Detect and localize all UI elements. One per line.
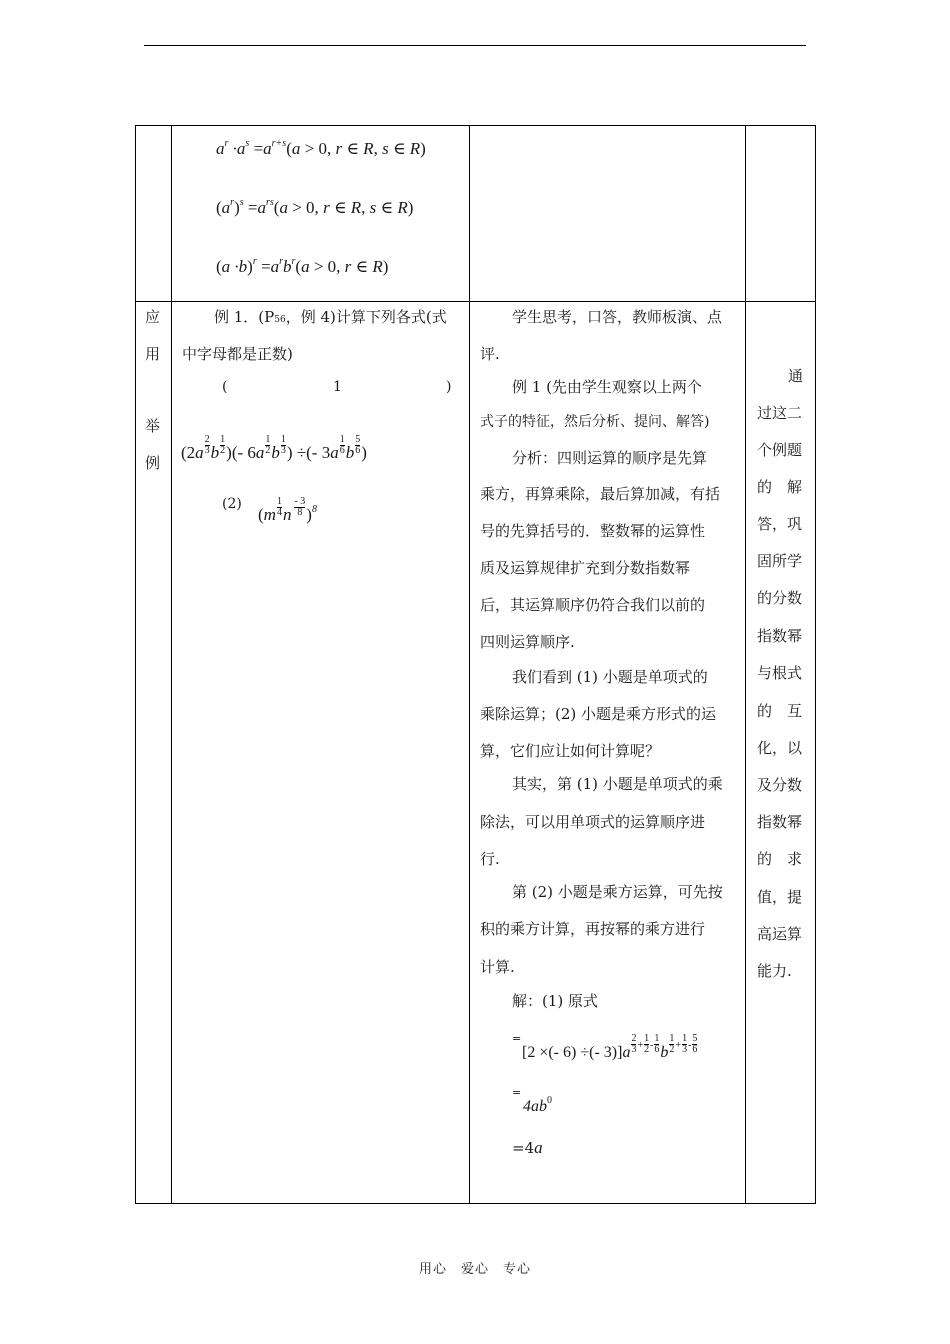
purpose-line: 高运算 bbox=[757, 925, 803, 943]
mid-p6a: 第 (2) 小题是乘方运算，可先按 bbox=[512, 883, 723, 901]
purpose-line: 能力. bbox=[757, 962, 792, 980]
purpose-line: 与根式 bbox=[757, 664, 803, 682]
purpose-line: 固所学 bbox=[757, 552, 803, 570]
solution-eq1: [2 ×(- 6) ÷(- 3)]a $\frac{2}{3}$ + $\frac{1}{2}$ - $\frac{1}{6}$ b $\frac{1}{2}$ + $\frac{1}{3}$ - $\frac{5}{6}$ bbox=[522, 1033, 698, 1062]
solution-eq3: =4a bbox=[512, 1138, 543, 1157]
mid-p5b: 除法，可以用单项式的运算顺序进 bbox=[480, 813, 706, 831]
mid-p6b: 积的乘方计算，再按幂的乘方进行 bbox=[480, 920, 706, 938]
example-heading: 例 1．(P56，例 4)计算下列各式(式 bbox=[214, 308, 447, 326]
eq2-prefix: = bbox=[512, 1086, 522, 1099]
expression-2: (m $\frac{1}{4}$ n $\frac{- 3}{8}$ )$^8$ bbox=[258, 495, 317, 524]
mid-p4b: 乘除运算；(2) 小题是乘方形式的运 bbox=[480, 705, 717, 723]
mid-p2b: 式子的特征，然后分析、提问、解答) bbox=[480, 414, 710, 430]
mid-p5a: 其实，第 (1) 小题是单项式的乘 bbox=[512, 775, 723, 793]
purpose-line: 的 互 bbox=[757, 702, 803, 720]
mid-p3c: 号的先算括号的．整数幂的运算性 bbox=[480, 522, 706, 540]
mid-p6c: 计算. bbox=[480, 958, 515, 976]
mid-p2a: 例 1 (先由学生观察以上两个 bbox=[512, 378, 702, 396]
purpose-line: 指数幂 bbox=[757, 813, 803, 831]
purpose-line: 个例题 bbox=[757, 441, 803, 459]
category-char-2: 用 bbox=[145, 345, 161, 363]
example-heading-cont: 中字母都是正数) bbox=[182, 345, 293, 363]
category-char-1: 应 bbox=[145, 308, 161, 326]
purpose-line: 过这二 bbox=[757, 404, 803, 422]
page-footer: 用心 爱心 专心 bbox=[418, 1262, 531, 1277]
purpose-line: 值，提 bbox=[757, 888, 803, 906]
purpose-line: 化，以 bbox=[757, 739, 803, 757]
formula-product-power-rule: $(a \cdot b)^r =a^rb^r(a > 0$, r ∈ R) bbox=[216, 256, 389, 276]
mid-p3f: 四则运算顺序. bbox=[480, 633, 575, 651]
mid-p1b: 评. bbox=[480, 345, 500, 363]
mid-p1a: 学生思考，口答，教师板演、点 bbox=[512, 308, 723, 326]
category-char-3: 举 bbox=[145, 417, 161, 435]
mid-p3a: 分析：四则运算的顺序是先算 bbox=[512, 449, 708, 467]
mid-p3e: 后，其运算顺序仍符合我们以前的 bbox=[480, 596, 706, 614]
item-1-number: 1 bbox=[333, 379, 342, 395]
mid-p4c: 算，它们应让如何计算呢？ bbox=[480, 742, 661, 760]
mid-p5c: 行. bbox=[480, 850, 500, 868]
expression-1: (2a $\frac{2}{3}$ b $\frac{1}{2}$ )(- 6a $\frac{1}{2}$ b $\frac{1}{3}$ ) ÷(- 3a $\frac{1}{6}$ b $\frac{5}{6}$ ) bbox=[181, 433, 367, 462]
header-rule bbox=[144, 45, 806, 46]
mid-p4a: 我们看到 (1) 小题是单项式的 bbox=[512, 668, 708, 686]
purpose-line: 及分数 bbox=[757, 776, 803, 794]
solution-label: 解：(1) 原式 bbox=[512, 992, 599, 1010]
mid-p3b: 乘方，再算乘除，最后算加减，有括 bbox=[480, 485, 721, 503]
paren-open: ( bbox=[222, 379, 228, 395]
solution-eq2: $4ab^0$ bbox=[523, 1095, 552, 1115]
purpose-line: 的 解 bbox=[757, 478, 803, 496]
category-char-4: 例 bbox=[145, 454, 161, 472]
purpose-line: 答，巩 bbox=[757, 515, 803, 533]
purpose-line: 指数幂 bbox=[757, 627, 803, 645]
item-2-number: (2) bbox=[222, 496, 242, 512]
mid-p3d: 质及运算规律扩充到分数指数幂 bbox=[480, 559, 691, 577]
paren-close: ) bbox=[446, 379, 452, 395]
purpose-line: 的 求 bbox=[757, 850, 803, 868]
purpose-line: 的分数 bbox=[757, 589, 803, 607]
formula-power-rule: $(a^r)^s =a^{rs}(a > 0$, r ∈ R, s ∈ R) bbox=[216, 197, 414, 217]
eq1-prefix: = bbox=[512, 1032, 522, 1045]
purpose-line: 通 bbox=[788, 367, 804, 385]
formula-product-rule: $a^r \cdot a^s =a^{r+s}(a > 0$, r ∈ R, s ∈ R) bbox=[216, 138, 426, 158]
